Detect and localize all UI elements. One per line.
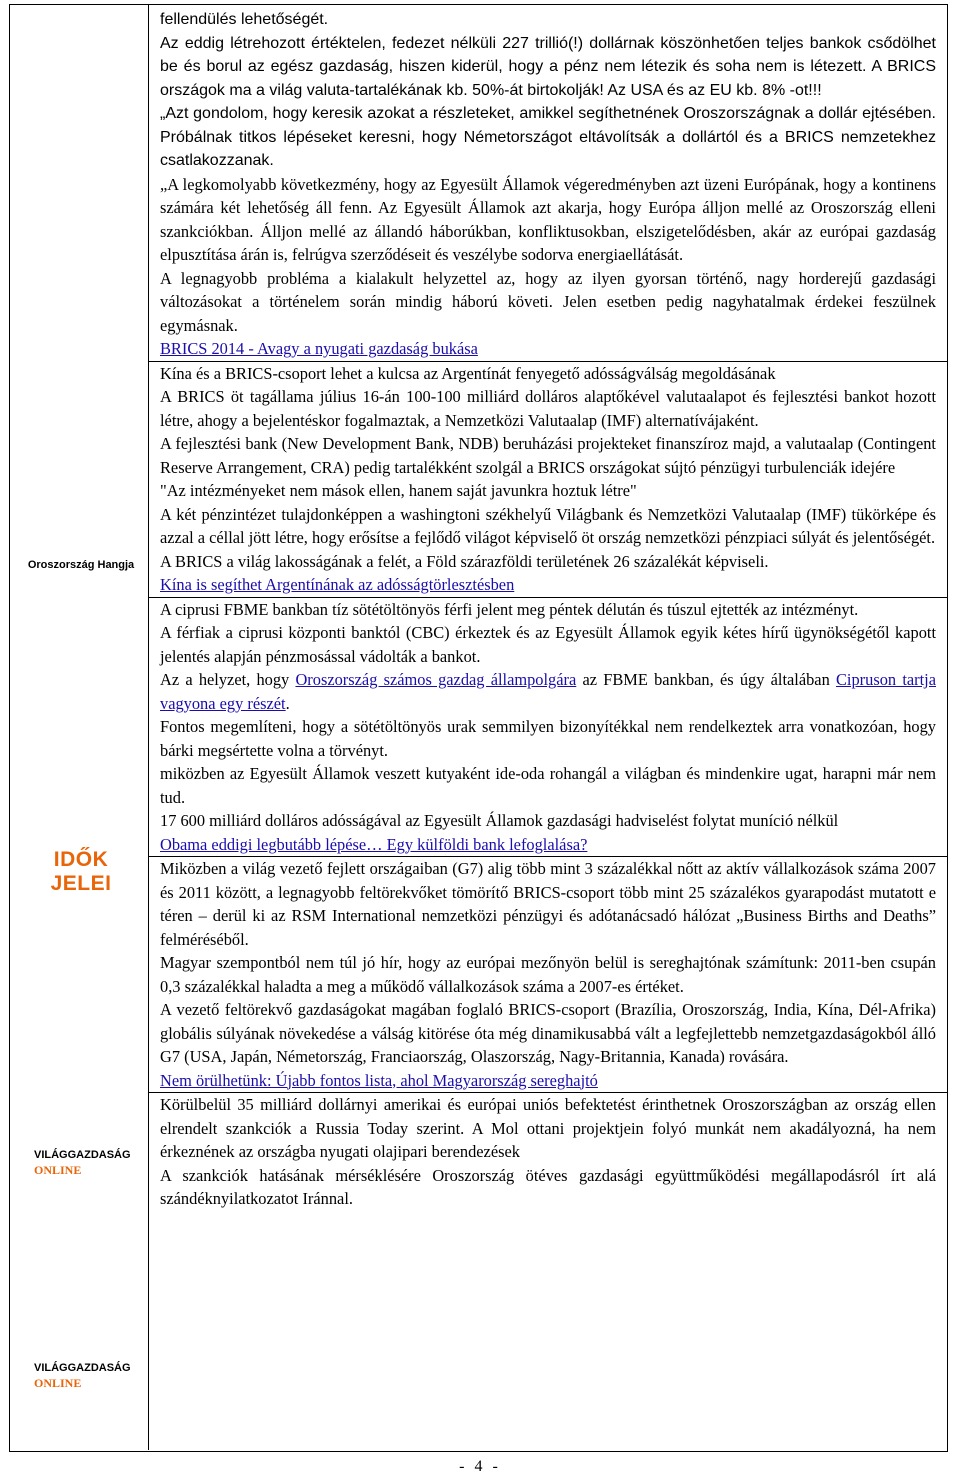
article-block-2: [160, 362, 936, 597]
article-link-obama[interactable]: Obama eddigi legbutább lépése… Egy külföldi bank lefoglalása?: [160, 834, 588, 854]
article-content: [160, 8, 936, 1211]
paragraph: A két pénzintézet tulajdonképpen a washingtoni székhelyű Világbank és Nemzetközi Valutaalap (IMF) tükörképe és azzal a céllal jött létre, hogy erősítse a fejlődő világot képviselő öt ország nemzetközi pénzpiaci súlyát és jelentőségét.: [160, 504, 936, 547]
source-logo-text: VILÁGGAZDASÁG: [34, 1362, 131, 1374]
paragraph: Fontos megemlíteni, hogy a sötétöltönyös urak semmilyen bizonyítékkal nem rendelkeztek arra vonatkozóan, hogy bárki megsértette volna a törvényt.: [160, 717, 936, 760]
paragraph: „A legkomolyabb következmény, hogy az Egyesült Államok végeredményben azt üzeni Európának, hogy a kontinens számára két lehetőség áll fenn. Az Egyesült Államok azt akarja, hogy Európa álljon mellé az Oroszország elleni szankciókban. Álljon mellé az állandó háborúkban, konfliktusokban, elszigetelődésben, akár az európai gazdaság elpusztítása árán is, felrúgva szerződéseit és veszélybe sodorva energiaellátását.: [160, 174, 936, 264]
paragraph: A vezető feltörekvő gazdaságokat magában foglaló BRICS-csoport (Brazília, Oroszország, India, Kína, Dél-Afrika) globális súlyának növekedése a válság kitörése óta még dinamikusabbá vált a legfejlettebb nemzetgazdaságokból álló G7 (USA, Japán, Németország, Franciaország, Olaszország, Nagy-Britannia, Kanada) rovására.: [160, 1000, 936, 1066]
inline-link-oroszorszag-allampolgara[interactable]: Oroszország számos gazdag állampolgára: [295, 670, 577, 689]
paragraph: Körülbelül 35 milliárd dollárnyi amerikai és európai uniós befektetést érinthetnek Oroszországban az ország ellen elrendelt szankciók a Russia Today szerint. A Mol ottani projektjein folyó munkát nem akadályozná, ha nem érkeznének az országba nyugati olajipari berendezések: [160, 1095, 936, 1161]
paragraph: A ciprusi FBME bankban tíz sötétöltönyös férfi jelent meg péntek délután és túszul ejtették az intézményt.: [160, 599, 859, 619]
paragraph: A férfiak a ciprusi központi banktól (CBC) érkeztek és az Egyesült Államok egyik kétes hírű ügynökségétől kapott jelentés alapján pénzmosással vádolták a bankot.: [160, 623, 936, 666]
paragraph: Miközben a világ vezető fejlett országaiban (G7) alig több mint 3 százalékkal nőtt az aktív vállalkozások száma 2007 és 2011 között, a legnagyobb feltörekvőket tömörítő BRICS-csoport több mint 25 százalékos gyarapodást mutatott e téren – derül ki az RSM International nemzetközi pénzügyi és adótanácsadó hálózat „Business Births and Deaths” felméréséből.: [160, 859, 936, 949]
article-link-kina-argentina[interactable]: Kína is segíthet Argentínának az adósságtörlesztésben: [160, 575, 515, 594]
paragraph: fellendülés lehetőségét.: [160, 11, 329, 28]
paragraph: „Azt gondolom, hogy keresik azokat a részleteket, amikkel segíthetnének Oroszországnak a dollár ejtésében. Próbálnak titkos lépéseket keresni, hogy Németországot eltávolítsák a dollártól és a BRICS nemzetekhez csatlakozzanak.: [160, 105, 936, 169]
paragraph: A fejlesztési bank (New Development Bank, NDB) beruházási projekteket finanszíroz majd, a valutaalap (Contingent Reserve Arrangement, CRA) pedig tartalékként szolgál a BRICS országokat sújtó pénzügyi turbulenciák idejére: [160, 434, 936, 477]
inline-link-cipruson[interactable]: Cipruson tartja vagyona egy részét: [160, 670, 936, 713]
text-span: Az a helyzet, hogy: [160, 670, 296, 689]
text-span: az FBME bankban, és úgy általában: [576, 670, 836, 689]
paragraph: A BRICS öt tagállama július 16-án 100-100 milliárd dolláros alaptőkével valutaalapot és fejlesztési bankot hozott létre, ahogy a bejelentéskor fogalmaztak, a Nemzetközi Valutaalap (IMF) alternatívájaként.: [160, 387, 936, 430]
paragraph: "Az intézményeket nem mások ellen, hanem saját javunkra hoztuk létre": [160, 481, 637, 500]
source-logo-text: VILÁGGAZDASÁG: [34, 1149, 131, 1161]
source-logo-online: ONLINE: [34, 1163, 82, 1177]
source-column: [9, 4, 149, 1450]
article-link-brics-2014[interactable]: BRICS 2014 - Avagy a nyugati gazdaság bukása: [160, 339, 478, 358]
source-logo-vilaggazdasag-2: [34, 1362, 152, 1391]
article-link-sereghajto[interactable]: Nem örülhetünk: Újabb fontos lista, ahol Magyarország sereghajtó: [160, 1070, 598, 1090]
paragraph: [160, 668, 936, 715]
paragraph: 17 600 milliárd dolláros adósságával az Egyesült Államok gazdasági hadviselést folytat muníció nélkül: [160, 811, 839, 830]
paragraph: A szankciók hatásának mérséklésére Oroszország ötéves gazdasági együttműködési megállapodásról írt alá szándéknyilatkozatot Iránnal.: [160, 1165, 936, 1208]
source-logo-idok-jelei: IDŐK JELEI: [50, 848, 112, 895]
paragraph: miközben az Egyesült Államok veszett kutyaként ide-oda rohangál a világban és mindenkire ugat, harapni már nem tud.: [160, 764, 936, 807]
source-logo-vilaggazdasag-1: [34, 1149, 152, 1178]
article-block-5: [160, 1093, 936, 1211]
article-block-1: [160, 8, 936, 361]
article-block-3: [160, 598, 936, 857]
paragraph: Az eddig létrehozott értéktelen, fedezet nélküli 227 trillió(!) dollárnak köszönhetően teljes bankok csődölhet be és borul az egész gazdaság, hiszen kiderül, hogy a pénz nem létezik és soha nem is létezett. A BRICS országok ma a világ valuta-tartalékának kb. 50%-át birtokolják! Az USA és az EU kb. 8% -ot!!!: [160, 34, 936, 99]
source-logo-online: ONLINE: [34, 1376, 82, 1390]
paragraph: Magyar szempontból nem túl jó hír, hogy az európai mezőnyön belül is sereghajtónak számítunk: 2011-ben csupán 0,3 százalékkal haladta a meg a működő vállalkozások száma a 2007-es értéket.: [160, 953, 936, 996]
page-number: - 4 -: [459, 1458, 501, 1475]
source-logo-oroszorszag-hangja: Oroszország Hangja: [27, 559, 135, 571]
paragraph: A legnagyobb probléma a kialakult helyzettel az, hogy az ilyen gyorsan történő, nagy horderejű gazdasági változásokat a történelem során mindig háború követi. Jelen esetben pedig nagyhatalmak érdekei feszülnek egymásnak.: [160, 268, 936, 335]
paragraph: Kína és a BRICS-csoport lehet a kulcsa az Argentínát fenyegető adósságválság megoldásának: [160, 363, 776, 383]
article-block-4: [160, 857, 936, 1092]
text-span: .: [285, 693, 290, 713]
paragraph: A BRICS a világ lakosságának a felét, a Föld szárazföldi területének 26 százalékát képviseli.: [160, 551, 769, 571]
